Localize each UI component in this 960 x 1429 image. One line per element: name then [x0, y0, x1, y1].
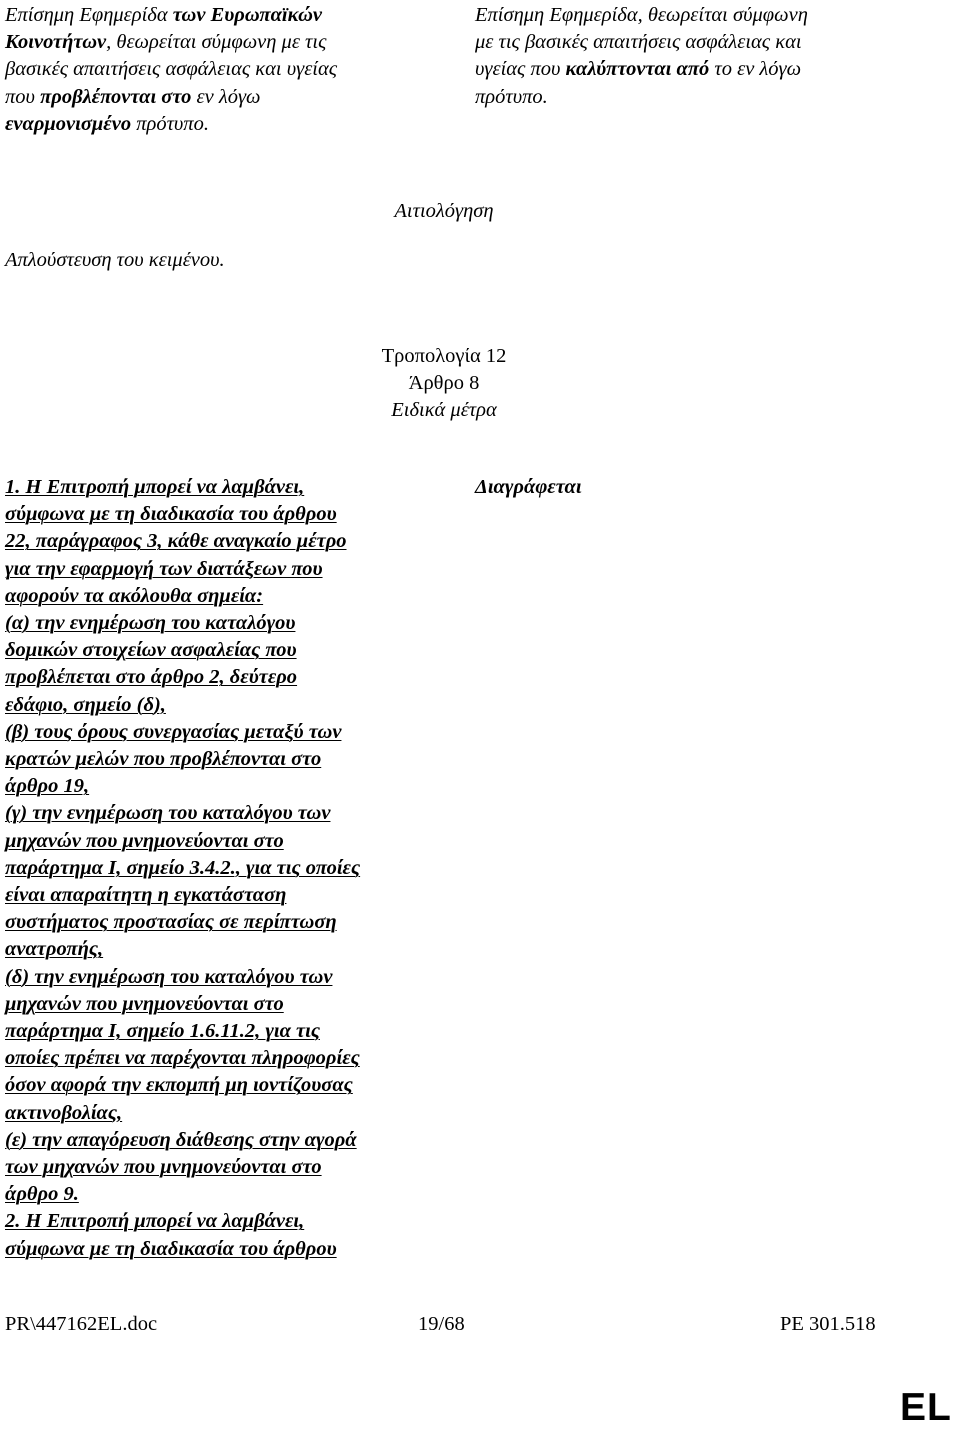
text-segment: πρότυπο. — [131, 112, 209, 135]
text-segment: των Ευρωπαϊκών — [172, 4, 323, 26]
text-segment: Κοινοτήτων — [5, 31, 107, 54]
text-line: (α) την ενημέρωση του καταλόγου — [5, 612, 296, 635]
text-line: 22, παράγραφος 3, κάθε αναγκαίο μέτρο — [5, 530, 347, 553]
pe-reference: PE 301.518 — [780, 1313, 876, 1335]
top-left-text — [5, 2, 425, 138]
text-line: είναι απαραίτητη η εγκατάσταση — [5, 884, 287, 907]
text-line: άρθρο 19, — [5, 775, 90, 798]
text-line: άρθρο 9. — [5, 1183, 79, 1206]
text-line: (δ) την ενημέρωση του καταλόγου των — [5, 965, 333, 988]
text-line: παράρτημα I, σημείο 3.4.2., για τις οποίες — [5, 856, 361, 879]
amendment-title: Τροπολογία 12 — [381, 345, 507, 367]
text-segment: εναρμονισμένο — [5, 112, 132, 135]
text-line: συστήματος προστασίας σε περίπτωση — [5, 911, 337, 934]
text-segment: , θεωρείται σύμφωνη με τις — [106, 31, 327, 54]
text-line: εδάφιο, σημείο (δ), — [5, 693, 166, 716]
text-line: 2. Η Επιτροπή μπορεί να λαμβάνει, — [5, 1210, 305, 1233]
text-line: (γ) την ενημέρωση του καταλόγου των — [5, 802, 331, 825]
text-segment: Επίσημη Εφημερίδα — [5, 4, 173, 26]
text-segment: εν λόγω — [191, 85, 261, 108]
text-line: δομικών στοιχείων ασφαλείας που — [5, 639, 297, 662]
deleted-text-column — [5, 474, 425, 1263]
text-line: (ε) την απαγόρευση διάθεσης στην αγορά — [5, 1128, 357, 1151]
text-segment: υγείας που — [475, 58, 566, 81]
text-line: για την εφαρμογή των διατάξεων που — [5, 557, 323, 580]
text-line: όσον αφορά την εκπομπή μη ιοντίζουσας — [5, 1074, 353, 1097]
text-line: οποίες πρέπει να παρέχονται πληροφορίες — [5, 1047, 360, 1070]
amendment-article: Άρθρο 8 — [408, 372, 480, 394]
text-line: σύμφωνα με τη διαδικασία του άρθρου — [5, 503, 337, 526]
justification-heading: Αιτιολόγηση — [394, 200, 494, 222]
language-code: EL — [900, 1386, 952, 1429]
text-segment: προβλέπονται στο — [40, 85, 192, 108]
text-line: αφορούν τα ακόλουθα σημεία: — [5, 584, 264, 607]
justification-text: Απλούστευση του κειμένου. — [5, 249, 225, 271]
text-line: πρότυπο. — [475, 85, 548, 108]
text-line: παράρτημα I, σημείο 1.6.11.2, για τις — [5, 1020, 320, 1043]
text-line: μηχανών που μνημονεύονται στο — [5, 829, 284, 852]
text-segment: που — [5, 85, 41, 108]
text-line: βασικές απαιτήσεις ασφάλειας και υγείας — [5, 58, 338, 81]
deleted-marker: Διαγράφεται — [475, 476, 582, 498]
text-line: 1. Η Επιτροπή μπορεί να λαμβάνει, — [5, 476, 305, 498]
page-footer — [0, 1311, 960, 1341]
page-number: 19/68 — [418, 1313, 465, 1335]
text-line: μηχανών που μνημονεύονται στο — [5, 992, 284, 1015]
text-segment: το εν λόγω — [709, 58, 802, 81]
text-line: (β) τους όρους συνεργασίας μεταξύ των — [5, 720, 342, 743]
text-line: με τις βασικές απαιτήσεις ασφάλειας και — [475, 31, 802, 54]
document-reference: PR\447162EL.doc — [5, 1313, 158, 1335]
text-line: ανατροπής, — [5, 938, 104, 961]
text-line: προβλέπεται στο άρθρο 2, δεύτερο — [5, 666, 298, 689]
amendment-subject: Ειδικά μέτρα — [391, 399, 497, 421]
text-line: σύμφωνα με τη διαδικασία του άρθρου — [5, 1237, 337, 1260]
top-right-text — [475, 2, 915, 111]
text-segment: καλύπτονται από — [565, 58, 710, 81]
text-line: κρατών μελών που προβλέπονται στο — [5, 748, 322, 771]
text-line: ακτινοβολίας, — [5, 1101, 123, 1124]
text-line: των μηχανών που μνημονεύονται στο — [5, 1156, 322, 1179]
text-line: Επίσημη Εφημερίδα, θεωρείται σύμφωνη — [475, 4, 808, 26]
